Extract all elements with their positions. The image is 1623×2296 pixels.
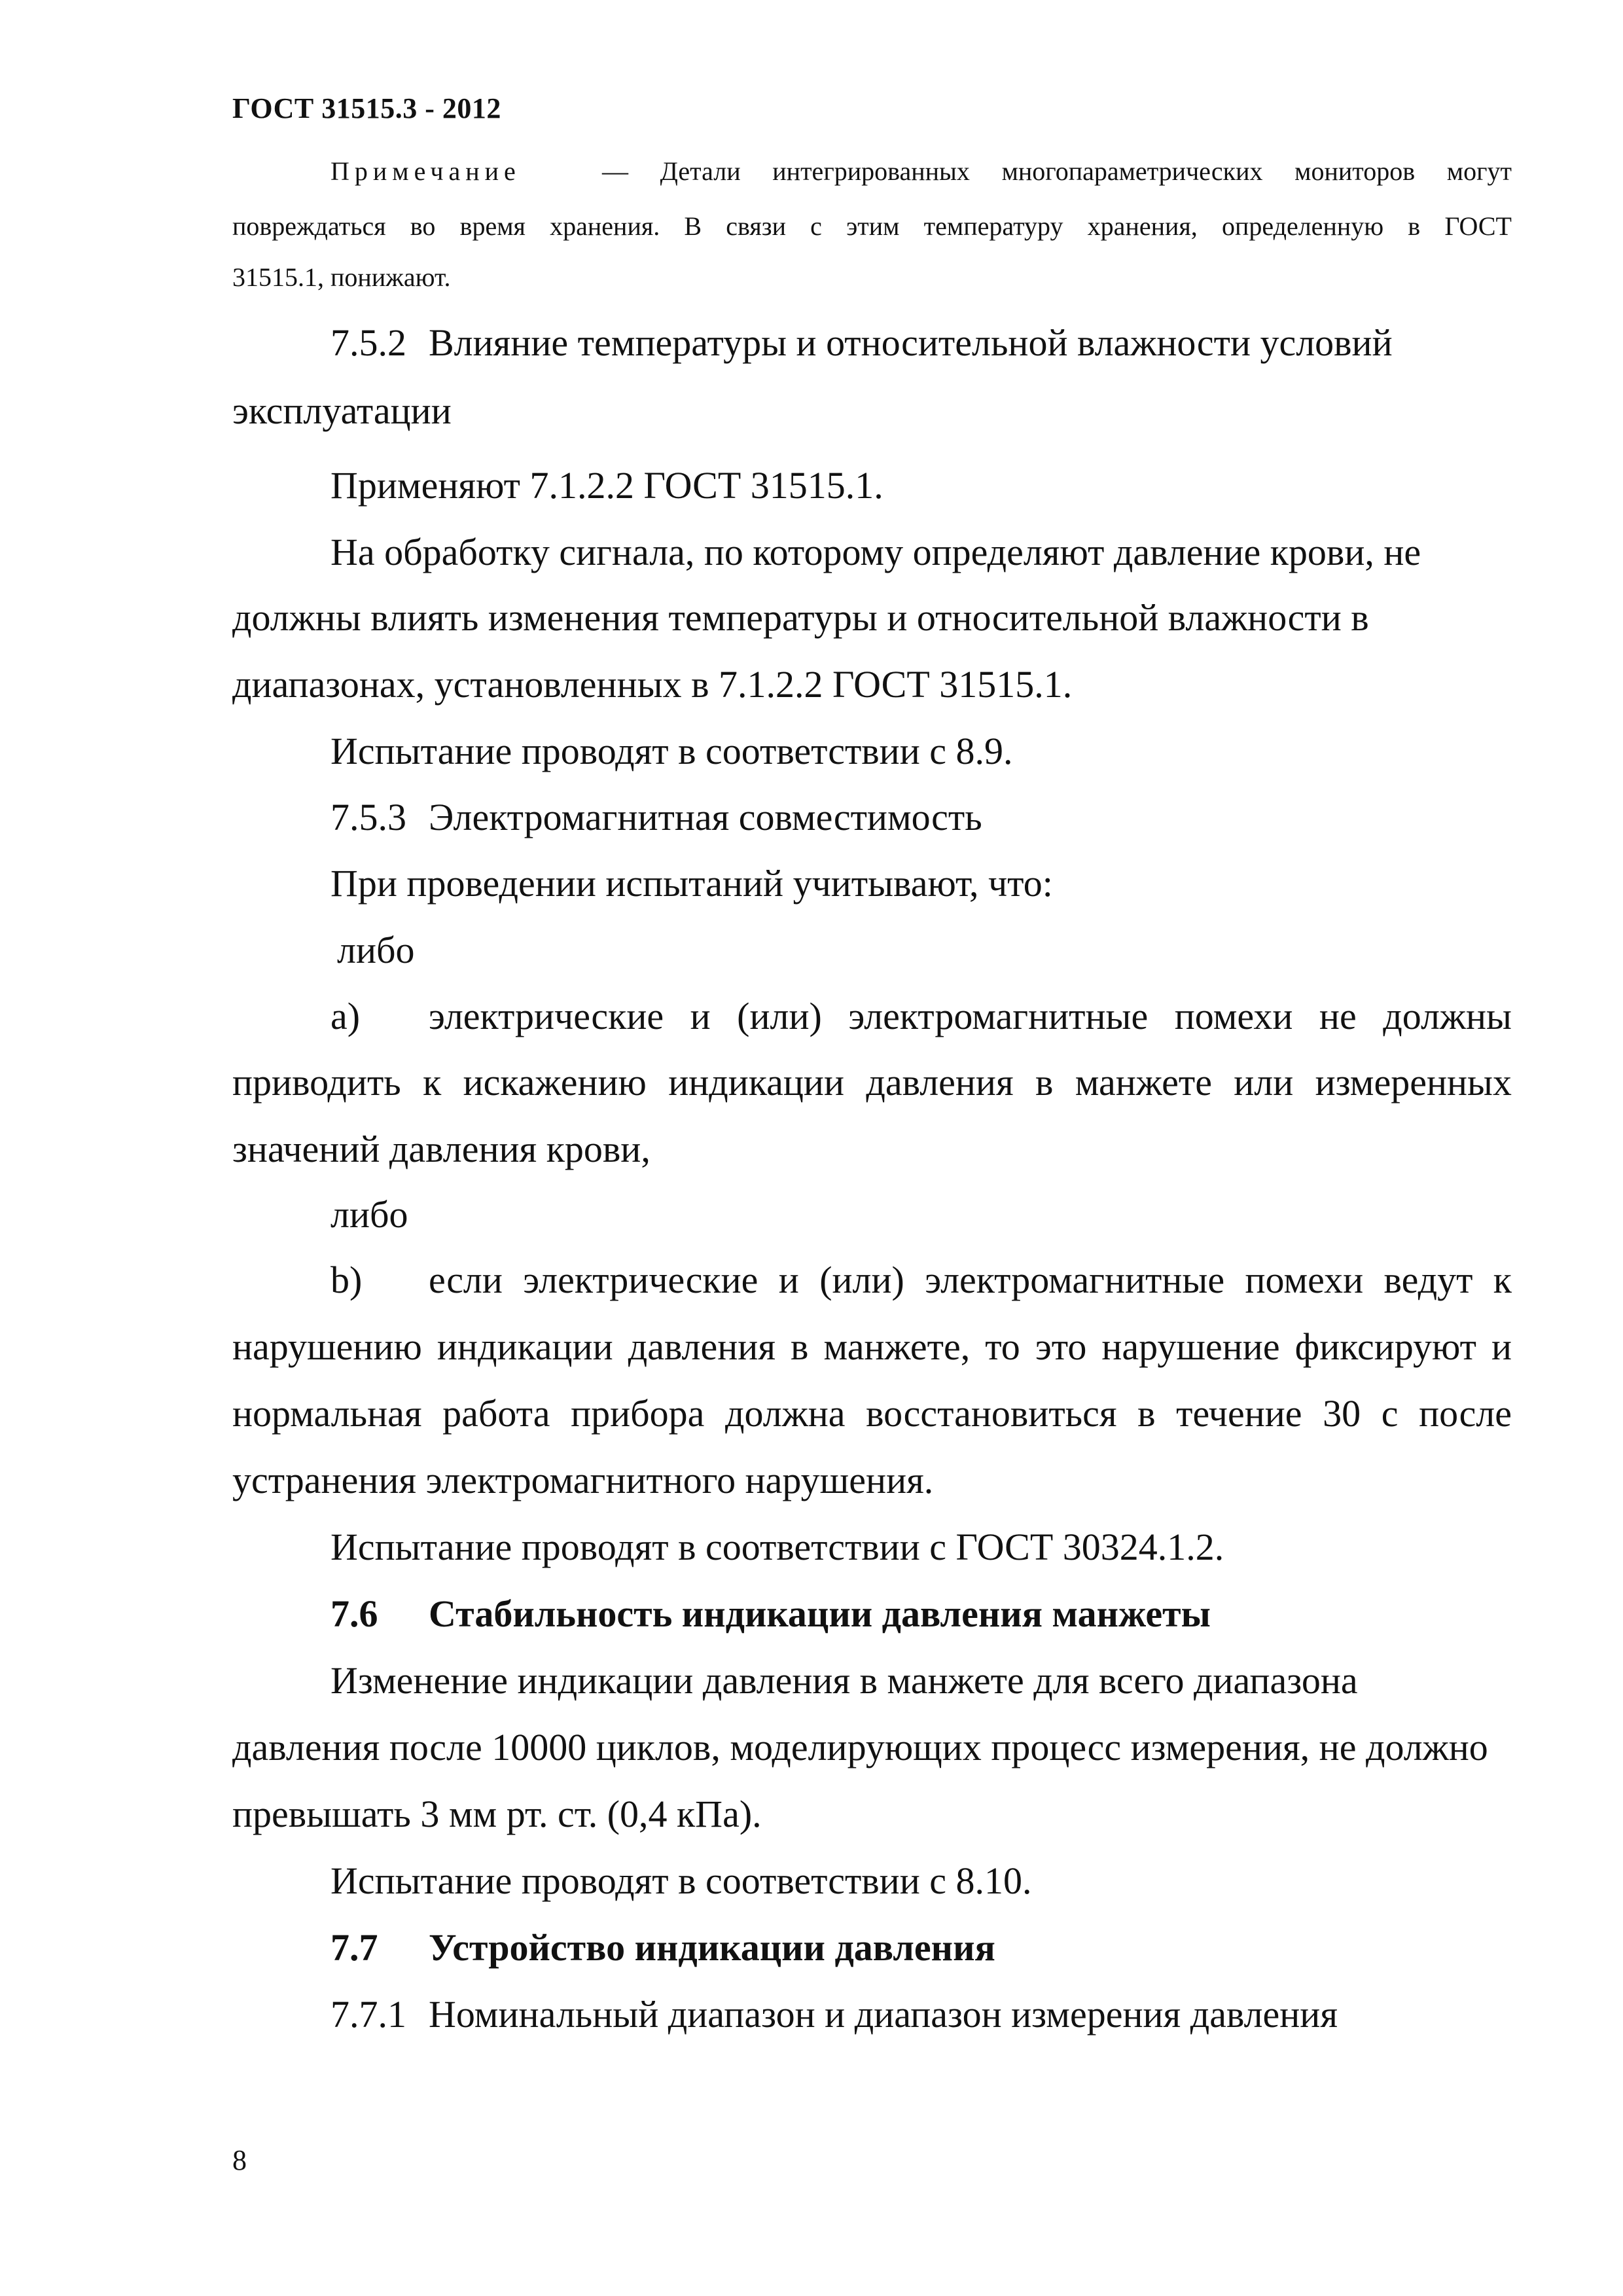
section-title: Электромагнитная совместимость	[429, 796, 982, 838]
paragraph-line: нормальная работа прибора должна восстановиться в течение 30 с после	[232, 1392, 1512, 1435]
paragraph: При проведении испытаний учитывают, что:	[330, 862, 1053, 905]
note-first-line	[330, 156, 1512, 187]
note-text-3: 31515.1, понижают.	[232, 262, 451, 292]
note-text-2: повреждаться во время хранения. В связи с этим температуру хранения, определенную в ГОСТ	[232, 211, 1512, 241]
section-7-5-3-heading	[330, 795, 982, 839]
page-number: 8	[232, 2144, 247, 2176]
paragraph: Изменение индикации давления в манжете для всего диапазона	[330, 1659, 1358, 1702]
paragraph-line: устранения электромагнитного нарушения.	[232, 1459, 934, 1501]
section-number: 7.5.2	[330, 321, 406, 364]
either-text: либо	[330, 1193, 408, 1236]
paragraph: Испытание проводят в соответствии с 8.9.	[330, 730, 1013, 772]
section-number: 7.6	[330, 1592, 378, 1635]
paragraph: Испытание проводят в соответствии с ГОСТ 30324.1.2.	[330, 1526, 1224, 1568]
section-7-5-2-heading	[330, 321, 1393, 365]
paragraph-line: нарушению индикации давления в манжете, то это нарушение фиксируют и	[232, 1325, 1512, 1368]
list-label-a: a)	[330, 995, 361, 1037]
list-text: электрические и (или) электромагнитные помехи не должны	[429, 995, 1512, 1037]
paragraph: Испытание проводят в соответствии с 8.10.	[330, 1859, 1032, 1902]
section-number: 7.7.1	[330, 1993, 406, 2036]
list-item-b	[330, 1258, 1512, 1302]
paragraph-line: значений давления крови,	[232, 1128, 651, 1170]
note-label: Примечание	[330, 156, 521, 186]
section-7-5-2-title-cont: эксплуатации	[232, 389, 452, 432]
section-title: Устройство индикации давления	[429, 1926, 995, 1969]
section-title: Стабильность индикации давления манжеты	[429, 1592, 1211, 1635]
section-7-7-1-heading	[330, 1992, 1338, 2036]
paragraph: На обработку сигнала, по которому определяют давление крови, не	[330, 531, 1421, 573]
paragraph-line: давления после 10000 циклов, моделирующих процесс измерения, не должно	[232, 1726, 1488, 1768]
section-7-7-heading	[330, 1926, 995, 1969]
section-title: Номинальный диапазон и диапазон измерения давления	[429, 1993, 1338, 2036]
paragraph-line: превышать 3 мм рт. ст. (0,4 кПа).	[232, 1793, 762, 1835]
section-number: 7.7	[330, 1926, 378, 1969]
section-7-6-heading	[330, 1592, 1211, 1636]
paragraph: Применяют 7.1.2.2 ГОСТ 31515.1.	[330, 464, 883, 507]
note-text-1: — Детали интегрированных многопараметрических мониторов могут	[602, 156, 1512, 186]
paragraph-line: приводить к искажению индикации давления в манжете или измеренных	[232, 1061, 1512, 1103]
section-title: Влияние температуры и относительной влажности условий	[429, 321, 1393, 364]
list-label-b: b)	[330, 1259, 363, 1301]
paragraph-line: диапазонах, установленных в 7.1.2.2 ГОСТ 31515.1.	[232, 663, 1073, 706]
either-text: либо	[337, 929, 415, 971]
section-number: 7.5.3	[330, 796, 406, 838]
paragraph-line: должны влиять изменения температуры и относительной влажности в	[232, 596, 1369, 639]
document-header: ГОСТ 31515.3 - 2012	[232, 92, 501, 124]
list-item-a	[330, 994, 1512, 1038]
list-text: если электрические и (или) электромагнитные помехи ведут к	[429, 1259, 1512, 1301]
